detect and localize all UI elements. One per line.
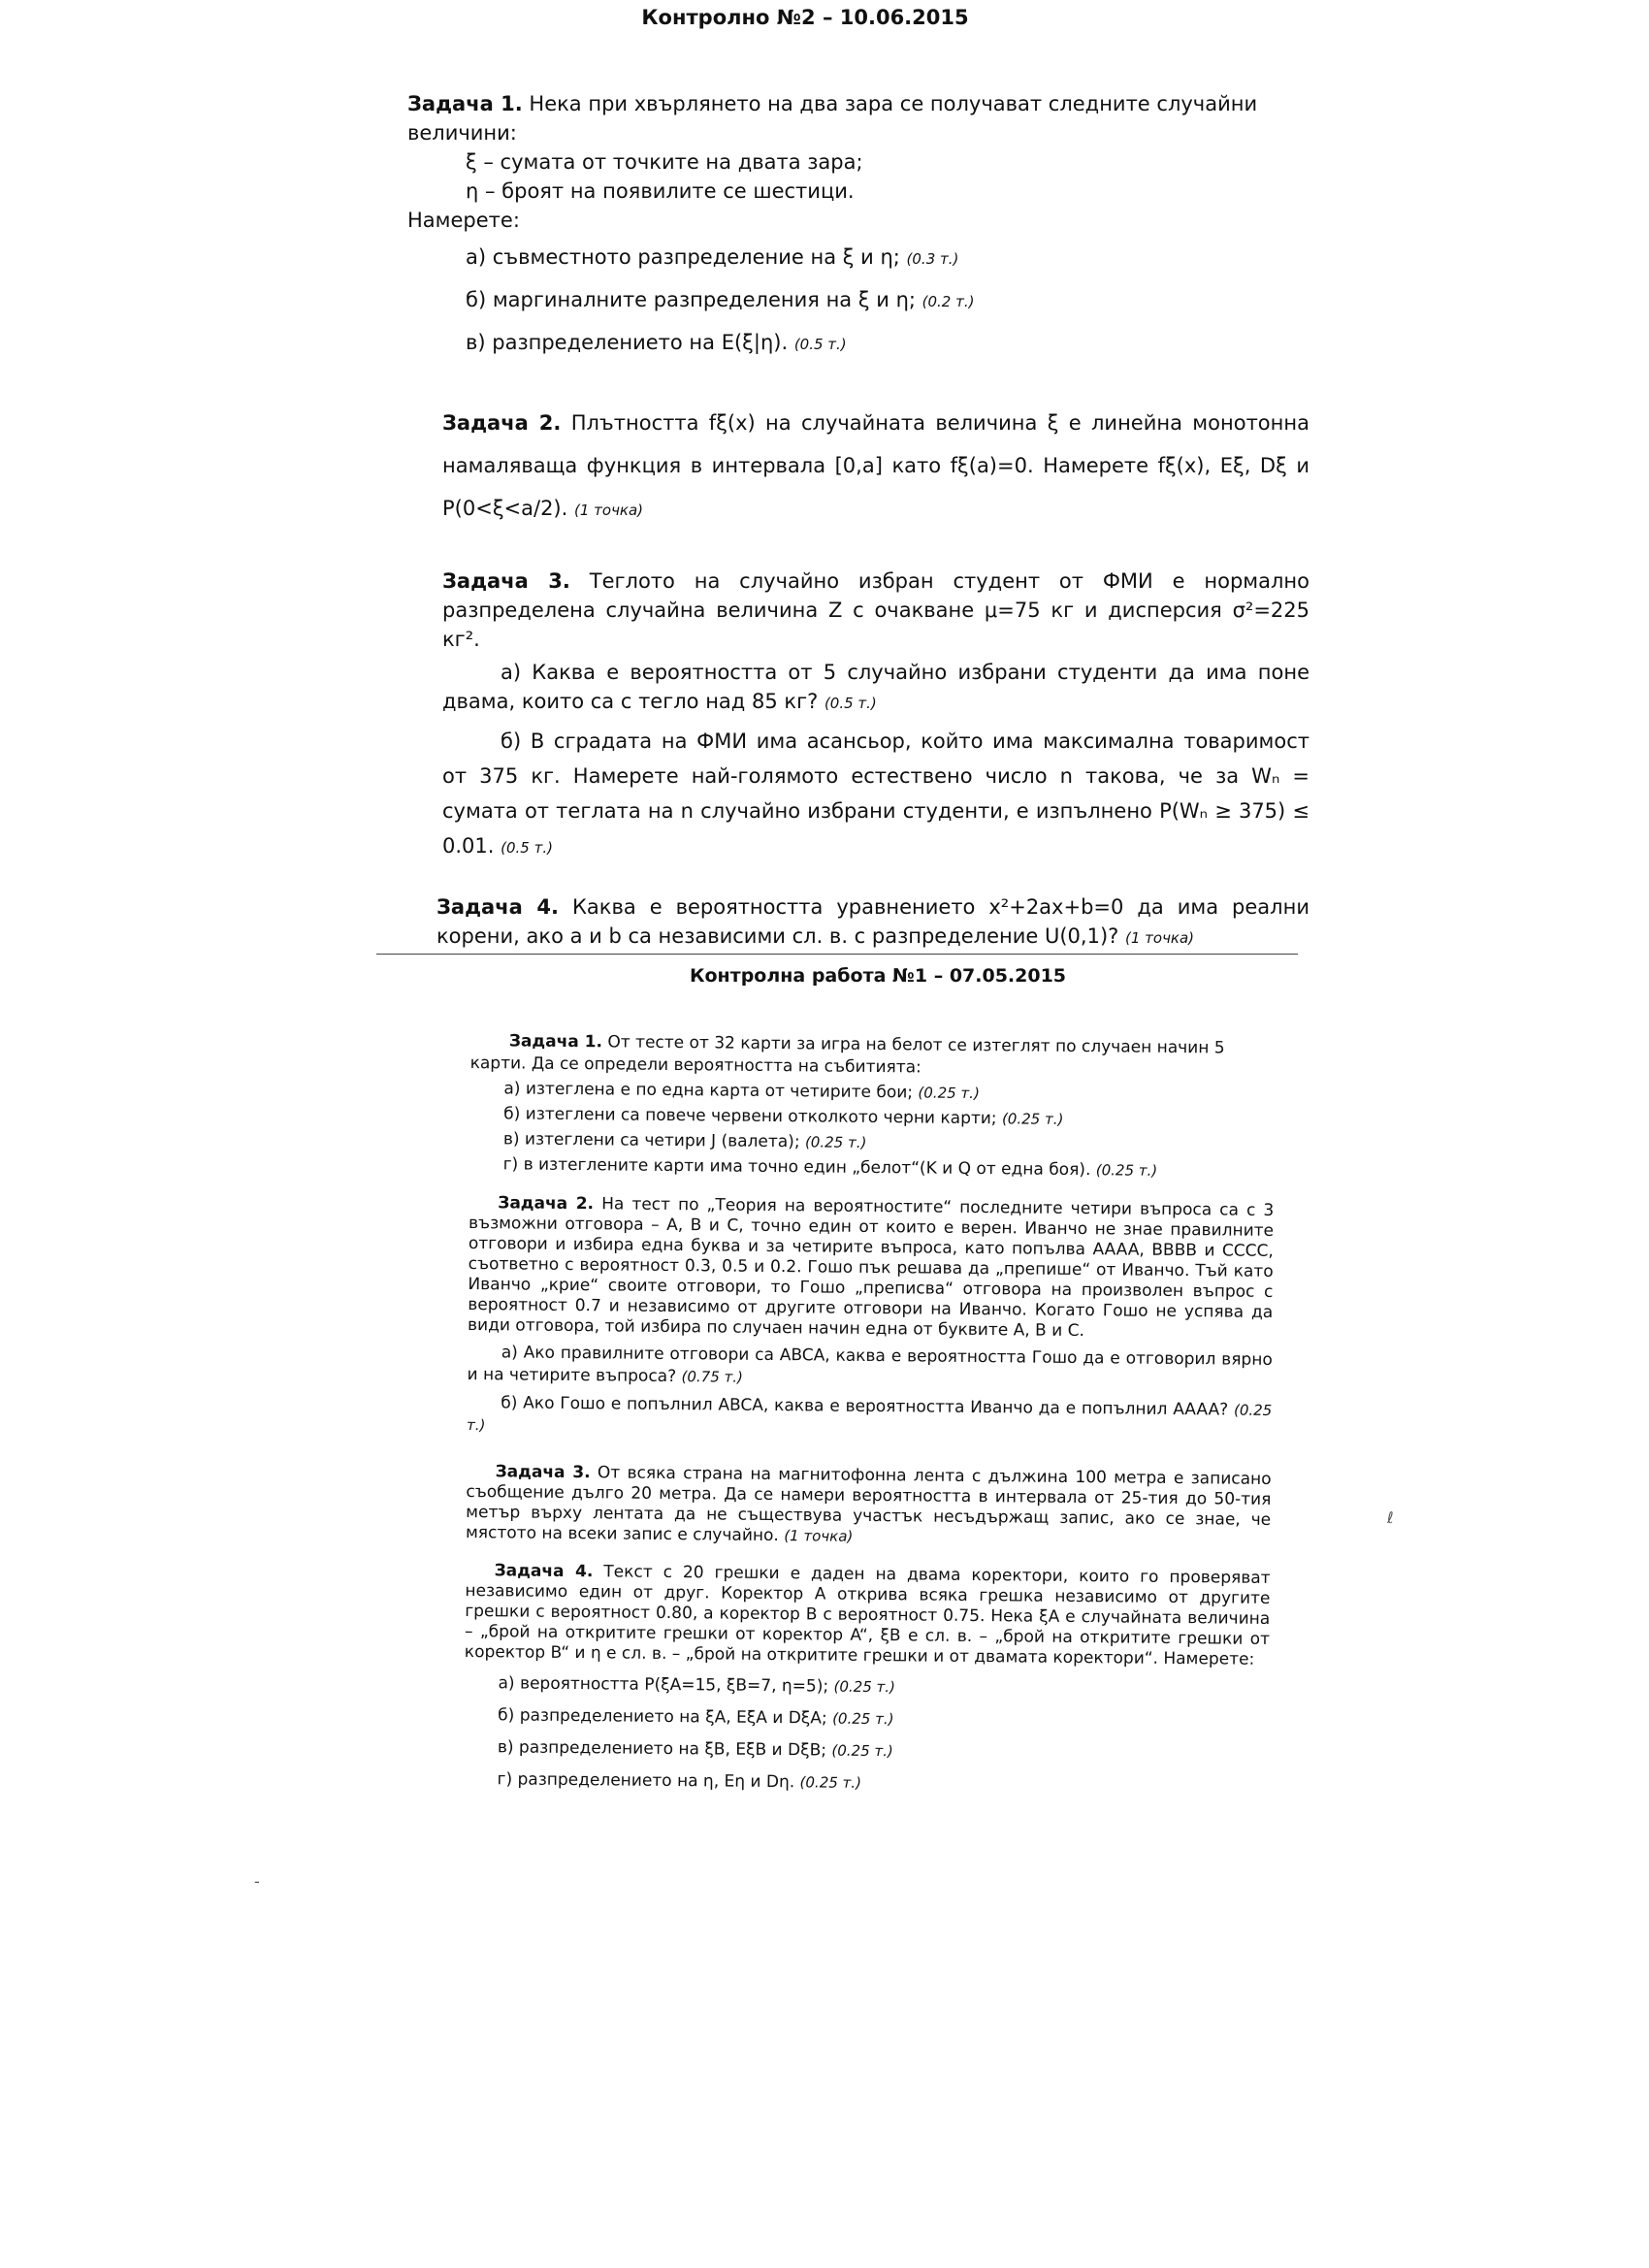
task2-points: (1 точка) bbox=[573, 502, 644, 519]
test1-task2 bbox=[467, 1193, 1274, 1444]
task4-text: Каква е вероятността уравнението x²+2ax+b=0 да има реални корени, ако a и b са независими сл. в. с разпределение U(0,1)? bbox=[436, 895, 1310, 948]
t1-task3-points: (1 точка) bbox=[784, 1527, 854, 1545]
t1-task4-item-b: б) разпределението на ξA, EξA и DξA; (0.25 т.) bbox=[498, 1705, 894, 1729]
t1-task4-item-c: в) разпределението на ξB, EξB и DξB; (0.25 т.) bbox=[497, 1737, 893, 1761]
task3-label: Задача 3. bbox=[442, 569, 570, 593]
task1-statement bbox=[407, 89, 1310, 147]
t1-task4-label: Задача 4. bbox=[494, 1561, 594, 1582]
test1-task1 bbox=[469, 1030, 1276, 1183]
test2-task2 bbox=[407, 402, 1310, 532]
task1-item-b: б) маргиналните разпределения на ξ и η; (0.2 т.) bbox=[466, 288, 975, 311]
task1-item-b-points: (0.2 т.) bbox=[922, 293, 975, 310]
test2-body bbox=[407, 89, 1310, 980]
t1-task1-item-a: а) изтеглена е по една карта от четирите бои; (0.25 т.) bbox=[503, 1079, 980, 1103]
t1-task1-item-c: в) изтеглени са четири J (валета); (0.25 т.) bbox=[502, 1129, 867, 1152]
t1-task4-item-a: а) вероятността P(ξA=15, ξB=7, η=5); (0.25 т.) bbox=[498, 1673, 896, 1697]
task2-text: Плътността fξ(x) на случайната величина ξ е линейна монотонна намаляваща функция в интервала [0,a] като fξ(a)=0. Намерете fξ(x), Eξ, Dξ и P(0<ξ<a/2). bbox=[442, 411, 1310, 520]
test2-title: Контролно №2 – 10.06.2015 bbox=[641, 6, 969, 29]
t1-task4-text: Текст с 20 грешки е даден на двама коректори, които го проверяват независимо един от друг. Коректор A открива всяка грешка независимо от другите грешки с вероятност 0.80, а коректор B с вероятност 0.75. Нека ξA е случайната величина – „брой на откритите грешки от коректор A“, ξB е сл. в. – „брой на откритите грешки от коректор B“ и η е сл. в. – „брой на откритите грешки и от двамата коректори“. Намерете: bbox=[464, 1562, 1271, 1669]
t1-task1-text: От тесте от 32 карти за игра на белот се изтеглят по случаен начин 5 карти. Да се определи вероятността на събитията: bbox=[469, 1032, 1225, 1078]
test1-title: Контролна работа №1 – 07.05.2015 bbox=[689, 965, 1067, 987]
task1-label: Задача 1. bbox=[407, 92, 523, 115]
test1-task4 bbox=[463, 1561, 1270, 1798]
scan-speck-2: - bbox=[254, 1872, 260, 1891]
task3-item-b-points: (0.5 т.) bbox=[501, 839, 553, 857]
separator-line bbox=[376, 954, 1298, 955]
t1-task3-label: Задача 3. bbox=[495, 1462, 591, 1483]
task1-text: Нека при хвърлянето на два зара се получават следните случайни величини: bbox=[407, 92, 1258, 145]
t1-task4-item-d: г) разпределението на η, Eη и Dη. (0.25 т.) bbox=[497, 1769, 862, 1793]
task4-label: Задача 4. bbox=[436, 895, 560, 919]
test2-task1 bbox=[407, 89, 1310, 359]
task1-var-xi: ξ – сумата от точките на двата зара; bbox=[466, 150, 863, 174]
t1-task2-item-b: б) Ако Гошо е попълнил ABCA, каква е вероятността Иванчо да е попълнил AAAA? (0.25 т.) bbox=[467, 1393, 1273, 1435]
task1-item-a-points: (0.3 т.) bbox=[906, 250, 959, 268]
t1-task1-label: Задача 1. bbox=[508, 1031, 603, 1053]
t1-task1-item-d: г) в изтеглените карти има точно един „белот“(K и Q от една боя). (0.25 т.) bbox=[502, 1154, 1158, 1181]
test1-task3 bbox=[466, 1462, 1272, 1551]
task3-text: Теглото на случайно избран студент от ФМИ е нормално разпределена случайна величина Z с очакване μ=75 кг и дисперсия σ²=225 кг². bbox=[442, 569, 1310, 651]
t1-task2-item-a: а) Ако правилните отговори са ABCA, каква е вероятността Гошо да е отговорил вярно и на четирите въпроса? (0.75 т.) bbox=[467, 1343, 1273, 1387]
task3-item-b: б) В сградата на ФМИ има асансьор, който има максимална товаримост от 375 кг. Намерете най-голямото естествено число n такова, че за Wₙ = сумата от теглата на n случайно избрани студенти, е изпълнено P(Wₙ ≥ 375) ≤ 0.01. (0.5 т.) bbox=[442, 729, 1310, 858]
task1-item-a: а) съвместното разпределение на ξ и η; (0.3 т.) bbox=[466, 245, 959, 269]
test2-task4 bbox=[407, 892, 1310, 953]
test2-task3 bbox=[407, 567, 1310, 865]
t1-task3-text: От всяка страна на магнитофонна лента с дължина 100 метра е записано съобщение дълго 20 метра. Да се намери вероятността в интервала от 25-тия до 50-тия метър върху лентата да не съществува участък несъдържащ запис, ако се знае, че мястото на всеки запис е случайно. bbox=[465, 1463, 1272, 1546]
task2-label: Задача 2. bbox=[442, 411, 562, 435]
task4-points: (1 точка) bbox=[1124, 929, 1195, 947]
task1-find: Намерете: bbox=[407, 209, 520, 232]
task1-var-eta: η – броят на появилите се шестици. bbox=[466, 179, 855, 203]
task1-item-c-points: (0.5 т.) bbox=[793, 336, 847, 353]
test1-body bbox=[463, 1030, 1276, 1816]
task3-item-a: а) Каква е вероятността от 5 случайно избрани студенти да има поне двама, които са с тегло над 85 кг? (0.5 т.) bbox=[442, 661, 1310, 713]
t1-task1-item-b: б) изтеглени са повече червени отколкото черни карти; (0.25 т.) bbox=[503, 1104, 1064, 1129]
task1-item-c: в) разпределението на E(ξ|η). (0.5 т.) bbox=[466, 331, 847, 354]
t1-task2-text: На тест по „Теория на вероятностите“ последните четири въпроса са с 3 възможни отговора – A, B и C, точно един от които е верен. Иванчо не знае правилните отговори и избира една буква и за четирите въпроса, като попълва AAAA, BBBB и CCCC, съответно с вероятност 0.3, 0.5 и 0.2. Гошо пък решава да „препише“ от Иванчо. Тъй като Иванчо „крие“ своите отговори, то Гошо „преписва“ отговора на произволен въпрос с вероятност 0.7 и независимо от другите отговори на Иванчо. Когато Гошо не успява да види отговора, той избира по случаен начин една от буквите A, B и C. bbox=[467, 1194, 1275, 1342]
scan-speck-1: ℓ bbox=[1387, 1508, 1394, 1527]
task3-item-a-points: (0.5 т.) bbox=[824, 695, 877, 712]
t1-task2-label: Задача 2. bbox=[498, 1193, 595, 1215]
